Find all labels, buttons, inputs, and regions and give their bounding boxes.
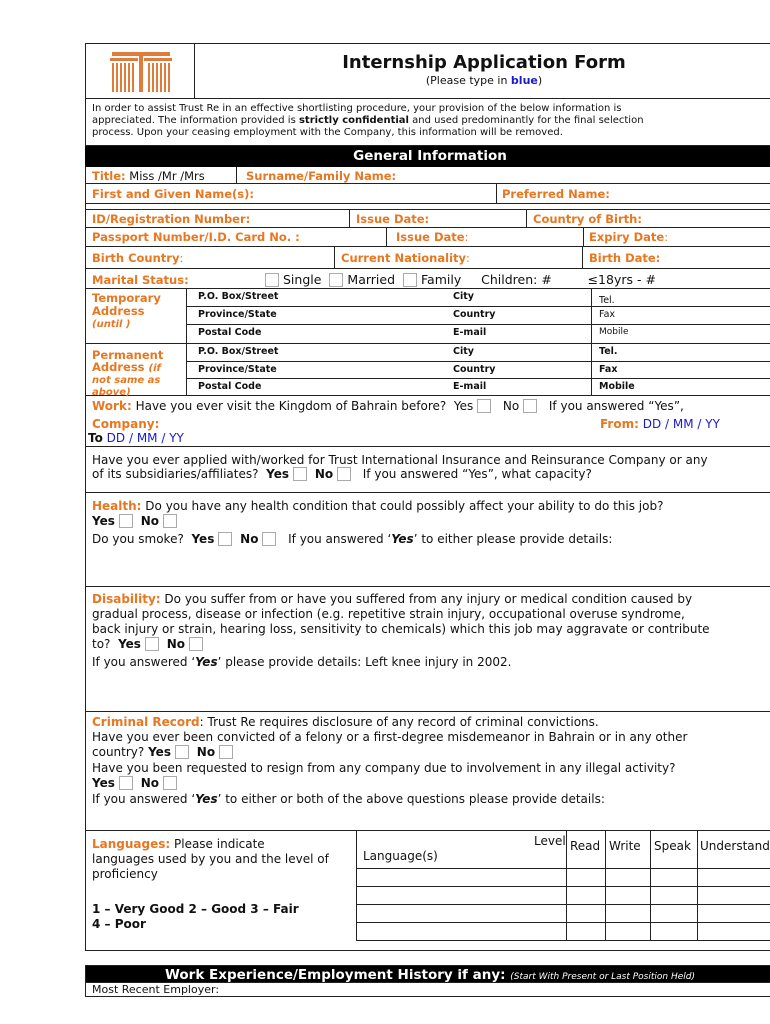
- married-checkbox[interactable]: [329, 273, 343, 287]
- resign-no-checkbox[interactable]: [163, 776, 177, 790]
- general-info-header: General Information: [85, 146, 770, 167]
- disability-details: If you answered ‘Yes’ please provide details: Left knee injury in 2002.: [92, 655, 512, 669]
- read-column-header: Read: [570, 839, 601, 853]
- work-yes-checkbox[interactable]: [477, 399, 491, 413]
- passport-label: Passport Number/I.D. Card No. :: [92, 230, 300, 244]
- form-subtitle: (Please type in blue): [425, 74, 543, 87]
- to-date: DD / MM / YY: [106, 431, 184, 445]
- health-section[interactable]: Health: Do you have any health condition that could possibly affect your ability to do this job? Yes No Do you smoke? Yes No If you answered ‘Yes’ to either please provide details:: [85, 493, 770, 587]
- temporary-address-block[interactable]: Temporary Address (until ) P.O. Box/Street City Tel. Province/State Country Fax Postal Code E-mail Mobile: [85, 289, 770, 344]
- birth-country-label: Birth Country:: [92, 251, 184, 265]
- issue-date2-label: Issue Date:: [396, 230, 469, 244]
- preferred-name-label: Preferred Name:: [502, 187, 610, 201]
- language-table[interactable]: Level Language(s) Read Write Speak Understand: [356, 831, 770, 941]
- passport-row[interactable]: [85, 228, 770, 247]
- recent-employer-row[interactable]: Most Recent Employer:: [85, 983, 770, 997]
- id-row[interactable]: [85, 210, 770, 228]
- proficiency-scale: 1 – Very Good 2 – Good 3 – Fair 4 – Poor: [92, 902, 299, 931]
- criminal-no-checkbox[interactable]: [219, 745, 233, 759]
- form-header: [85, 43, 770, 99]
- criminal-section[interactable]: Criminal Record: Trust Re requires disclosure of any record of criminal convictions. Have you ever been convicted of a felony or a first-degree misdemeanor in Bahrain or in any other country? Yes No Have you been requested to resign from any company due to involvement in any illegal activity? Yes No If you answered ‘Yes’ to either or both of the above questions please provide details:: [85, 712, 770, 831]
- intro-text: In order to assist Trust Re in an effective shortlisting procedure, your provision of the below information is appreciated. The information provided is strictly confidential and used predominantly for the final selection process. Upon your ceasing employment with the Company, this information will be removed.: [85, 99, 770, 146]
- temporary-address-label: Temporary Address (until ): [92, 291, 161, 330]
- work-experience-header: Work Experience/Employment History if any: (Start With Present or Last Position Held): [85, 965, 770, 983]
- disability-no-checkbox[interactable]: [189, 637, 203, 651]
- nationality-label: Current Nationality:: [341, 251, 470, 265]
- permanent-address-block[interactable]: Permanent Address (if not same as above) P.O. Box/Street City Tel. Province/State Country Fax Postal Code E-mail Mobile: [85, 344, 770, 396]
- first-name-row[interactable]: [85, 184, 770, 204]
- disability-yes-checkbox[interactable]: [145, 637, 159, 651]
- write-column-header: Write: [609, 839, 641, 853]
- permanent-address-label: Permanent Address (if not same as above): [92, 348, 164, 398]
- family-checkbox[interactable]: [403, 273, 417, 287]
- work-no-checkbox[interactable]: [523, 399, 537, 413]
- first-name-label: First and Given Name(s):: [92, 187, 254, 201]
- smoke-no-checkbox[interactable]: [262, 532, 276, 546]
- surname-label: Surname/Family Name:: [246, 169, 397, 183]
- marital-label: Marital Status:: [92, 273, 189, 287]
- health-no-checkbox[interactable]: [163, 514, 177, 528]
- work-section[interactable]: Work: Have you ever visit the Kingdom of Bahrain before? Yes No If you answered “Yes”, Company: From: DD / MM / YY To DD / MM / YY: [85, 396, 770, 447]
- speak-column-header: Speak: [654, 839, 691, 853]
- marital-row[interactable]: Marital Status: Single Married Family Children: # ≤18yrs - #: [85, 269, 770, 289]
- criminal-yes-checkbox[interactable]: [175, 745, 189, 759]
- birth-country-row[interactable]: [85, 247, 770, 269]
- single-checkbox[interactable]: [265, 273, 279, 287]
- birth-date-label: Birth Date:: [589, 251, 661, 265]
- company-label: Company:: [92, 417, 160, 431]
- id-label: ID/Registration Number:: [92, 212, 251, 226]
- from-date: DD / MM / YY: [642, 417, 720, 431]
- country-of-birth-label: Country of Birth:: [533, 212, 642, 226]
- applied-yes-checkbox[interactable]: [293, 467, 307, 481]
- smoke-yes-checkbox[interactable]: [218, 532, 232, 546]
- company-logo: [108, 50, 174, 94]
- resign-yes-checkbox[interactable]: [119, 776, 133, 790]
- languages-section[interactable]: Languages: Please indicate languages used by you and the level of proficiency 1 – Very Good 2 – Good 3 – Fair 4 – Poor Level Language(s) Read Write Speak Understand: [85, 831, 770, 951]
- language-column-header: Language(s): [363, 849, 438, 863]
- disability-section[interactable]: Disability: Do you suffer from or have you suffered from any injury or medical condition caused by gradual process, disease or infection (e.g. repetitive strain injury, occupational overuse syndrome, back injury or strain, hearing loss, sensitivity to chemicals) which this job may aggravate or contribute to? Yes No If you answered ‘Yes’ please provide details: Left knee injury in 2002.: [85, 587, 770, 712]
- title-row[interactable]: Title: Miss /Mr /Mrs Surname/Family Name:: [85, 167, 770, 184]
- form-title: Internship Application Form: [342, 52, 626, 73]
- understand-column-header: Understand: [700, 839, 770, 853]
- applied-section[interactable]: Have you ever applied with/worked for Trust International Insurance and Reinsurance Company or any of its subsidiaries/affiliates? Yes No If you answered “Yes”, what capacity?: [85, 447, 770, 493]
- health-yes-checkbox[interactable]: [119, 514, 133, 528]
- issue-date-label: Issue Date:: [356, 212, 430, 226]
- expiry-date-label: Expiry Date:: [589, 230, 669, 244]
- application-form: [85, 43, 770, 997]
- applied-no-checkbox[interactable]: [337, 467, 351, 481]
